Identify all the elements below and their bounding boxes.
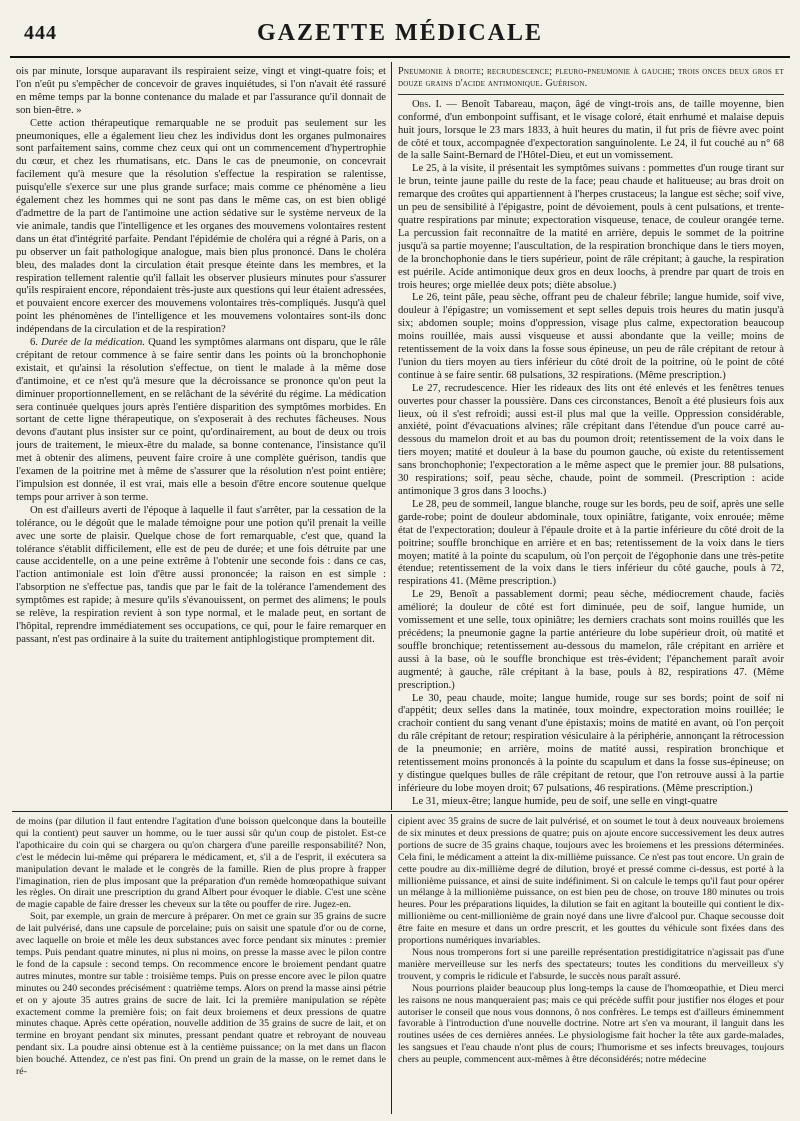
observation-paragraph [398,99,784,164]
paragraph: Le 26, teint pâle, peau sèche, offrant peu de chaleur fébrile; langue humide, soif vive, douleur à l'épigastre; un vomissement et sept selles depuis trois heures du matin jusqu'à six; abdomen souple; moins d'oppression, visage plus calme, expectoration beaucoup moins rouillée, mais aussi visqueuse et aussi abondante que la veille; moins de retentissement de la voix dans la fosse sous épineuse, un peu de râle crépitant de retour à l'union du tiers moyen au tiers inférieur du côté droit de la poitrine, où le point de côté continue à se faire sentir. 68 pulsations, 32 respirations. (Même prescription.) [398,292,784,381]
paragraph: Le 30, peau chaude, moite; langue humide, rouge sur ses bords; point de soif ni d'appétit; deux selles dans la matinée, toux moindre, expectoration moins rouillée; le crachoir contient du sang venant d'une épistaxis; moins de matité en avant, où l'on perçoit du râle crépitant de retour; respiration vésiculaire à la périphérie, annonçant la rétrocession de la pneumonie; en arrière, moins de matité aussi, respiration bronchique et retentissement moins prononcés à la pointe du scapulum et dans la fosse sus-épineuse; on y distingue quelques bulles de râle crépitant de retour, que l'on retrouve aussi à la partie inférieure du lobe moyen droit; 67 pulsations, 46 respirations. (Même prescription.) [398,692,784,794]
observation-label: Obs. I. [412,98,442,110]
feuilleton-divider [12,811,788,812]
section-number: 6. [30,337,38,349]
section-paragraph [16,337,386,505]
paragraph: On est d'ailleurs averti de l'époque à laquelle il faut s'arrêter, par la cessation de la tolérance, ou le dégoût que le malade témoigne pour une potion qu'il prenait la veille avec une sorte de plaisir. Quelque chose de fort remarquable, c'est que, quand la tolérance s'établit difficilement, elle est de peu de durée; et une fois détruite par une cause accidentelle, on a une peine extrême à l'obtenir une seconde fois : dans ce cas, l'action antimoniale est loin d'être aussi prononcée; la raison en est simple : l'absorption ne s'effectue pas, tandis que par le fait de la tolérance l'amendement des symptômes est rapide; à mesure qu'ils s'évanouissent, on permet des alimens; le pouls se relève, la respiration revient à son type normal, et le malade peut, en sortant de l'hôpital, reprendre immédiatement ses occupations, ce qui, pour le faire remarquer en passant, n'est pas ordinaire à la suite du traitement antiphlogistique promptement dit. [16,504,386,645]
paragraph: Nous nous tromperons fort si une pareille représentation prestidigitatrice n'agissait pas d'une manière merveilleuse sur les nerfs des spectateurs; toutes les conditions du merveilleux s'y trouvent, y compris le ridicule et l'absurde, le succès nous paraît assuré. [398,946,784,982]
left-column [16,66,386,806]
paragraph: Le 28, peu de sommeil, langue blanche, rouge sur les bords, peu de soif, après une selle garde-robe; point de douleur abdominale, toux opiniâtre, fatigante, voix enrouée; même état de l'expectoration; douleur à l'épaule droite et à la partie inférieure du côté droit de la poitrine; souffle bronchique en arrière et en bas; retentissement de la voix dans le tiers moyen; matité à la pointe du scapulum, où l'on perçoit de l'égophonie dans une très-petite étendue; retentissement de la voix dans le tiers inférieur du côté gauche, pouls à 72, respirations 41. (Même prescription.) [398,498,784,588]
paragraph: Le 25, à la visite, il présentait les symptômes suivans : pommettes d'un rouge tirant sur le brun, teinte jaune paille du reste de la face; peau chaude et halitueuse; au bras droit on remarque des croûtes qui appartiennent à l'herpes crustaceus; la langue est sèche; soif vive, un peu de sensibilité à l'épigastre, point de dévoiement, pouls à cent pulsations, et trente-quatre respirations par minute; expectoration visqueuse, tenace, de couleur orangée terne. La percussion fait reconnaître de la matité en arrière, depuis le sommet de la poitrine jusqu'à sa partie moyenne; l'auscultation, de la respiration bronchique dans le tiers moyen, de la bronchophonie dans le tiers supérieur, point de râle crépitant; à gauche, la respiration est puérile. Acide antimonique deux gros en deux loochs, à prendre par quart de trois en trois heures; orge miellée deux pots; diète absolue.) [398,163,784,291]
column-divider-bottom [391,814,392,1114]
feuilleton-left-column [16,816,386,1114]
journal-title: GAZETTE MÉDICALE [256,20,544,46]
paragraph: Nous pourrions plaider beaucoup plus long-temps la cause de l'homœopathie, et Dieu merci les raisons ne nous manqueraient pas; mais ce qui précède suffit pour justifier nos éloges et pour autoriser le conseil que nous vous donnons, ô nos confrères. Le temps est d'ailleurs éminemment favorable à l'introduction d'une nouvelle doctrine. Notre art s'en va mourant, il languit dans les routines usées de ces dernières années. Le physiologisme fait hocher la tête aux garde-malades, les sangsues et l'eau chaude n'ont plus de cours; l'humorisme et ses infects breuvages, toujours chers au peuple, commencent aux-mêmes à être déconsidérés; notre médecine [398,982,784,1066]
paragraph: Le 31, mieux-être; langue humide, peu de soif, une selle en vingt-quatre [412,795,718,806]
paragraph: Soit, par exemple, un grain de mercure à préparer. On met ce grain sur 35 grains de sucre de lait pulvérisé, dans une capsule de porcelaine; puis on saisit une spatule d'or ou de corne, avec laquelle on broie et mêle les deux substances avec force pendant six minutes : premier temps. Puis pendant quatre minutes, ni plus ni moins, on presse la masse avec le pilon contre le fond de la capsule : second temps. On recommence encore le broiement pendant quatre autres minutes, montre sur table : troisième temps. Puis on presse encore avec le pilon quatre minutes ou 240 secondes précisément : quatrième temps. Alors on prend la masse ainsi pétrie et on y ajoute 35 autres grains de sucre de lait. Ici la première manipulation se répète exactement comme la première fois; on fait deux broiemens et deux pressions de quatre minutes chaque. Après cette opération, nouvelle addition de 35 grains de sucre de lait, et on termine en broyant pendant six minutes, pressant pendant quatre et rebroyant de nouveau pendant six. La poudre ainsi obtenue est à la centième puissance; on la met dans un flacon bien bouché. Attendez, ce n'est pas fini. On prend un grain de la masse, on le remet dans le ré- [16,911,386,1078]
case-title: Pneumonie à droite; recrudescence; pleuro-pneumonie à gauche; trois onces deux gros et douze grains d'acide antimonique. Guérison. [398,66,784,95]
right-column [398,66,784,806]
feuilleton-right-column [398,816,784,1114]
column-divider-top [391,62,392,810]
paragraph: de moins (par dilution il faut entendre l'agitation d'une boisson quelconque dans la bouteille qui la contient) peut sauver un homme, ou le tuer aussi sûr qu'un coup de pistolet. Est-ce l'apothicaire du coin qui se chargera ou qu'on chargera d'une pareille responsabilité? Non, c'est le médecin lui-même qui préparera le médicament, et, s'il a de l'esprit, il exécutera sa manipulation devant le malade et le congrès de la famille. Rien de plus propre à frapper l'imagination, rien de plus imposant que la préparation d'un remède homœopathique suivant les règles. On dirait une prescription du grand Albert pour évoquer le diable. C'est une scène de magie capable de faire dresser les cheveux sur la tête ou pouffer de rire. Jugez-en. [16,816,386,911]
paragraph: Le 29, Benoît a passablement dormi; peau sèche, médiocrement chaude, faciès amélioré; la douleur de côté est fort diminuée, peu de soif, langue humide, un vomissement et une selle, toux opiniâtre; les derniers crachats sont moins rouillés que les précédens; la pneumonie gagne la partie antérieure du lobe supérieur droit, où matité et souffle bronchique; retentissement au-dessous du mamelon, râle crépitant en arrière et aussi à la base, où le souffle bronchique est très-évident; l'épanchement paraît avoir augmenté; à gauche, râle crépitant à la base, pouls à 82, respirations 47. (Même prescription.) [398,589,784,691]
section-text: Quand les symptômes alarmans ont disparu, que le râle crépitant de retour commence à se faire sentir dans les points où la bronchophonie existait, et qu'ainsi la résolution s'effectue, on tient le malade à la même dose d'antimoine, et ce n'est qu'à mesure que la décroissance se prononce qu'on peut la diminuer proportionnellement, en se relâchant de la sévérité du régime. La médication sera continuée quelques jours après l'entière disparition des symptômes morbides. En sortant de cette ligne thérapeutique, on s'exposerait à des rechutes fâcheuses. Nous devons d'autant plus insister sur ce point, qu'ordinairement, au bout de deux ou trois jours de traitement, le mieux-être du malade, sa bonne contenance, l'insistance qu'il met à obtenir des alimens, peuvent faire croire à une complète guérison, tandis que l'examen de la poitrine met à même de s'assurer que la résolution n'est point entière; l'impulsion est donnée, il est vrai, mais elle a besoin d'être encore soutenue quelque temps pour arriver à son terme. [16,337,386,503]
page-number: 444 [24,22,57,44]
observation-text: — Benoît Tabareau, maçon, âgé de vingt-trois ans, de taille moyenne, bien conformé, d'un embonpoint suffisant, et le visage coloré, était enrhumé et malaise depuis huit jours, lorsque le 23 mars 1833, à huit heures du matin, il fut pris de fièvre avec point de côté et toux, accompagnée d'expectoration sanguinolente. Le 24, il fut couché au n° 68 de la salle Saint-Bernard de l'Hôtel-Dieu, et eut un vomissement. [398,98,784,162]
section-title: Durée de la médication. [41,337,145,349]
paragraph: ois par minute, lorsque auparavant ils respiraient seize, vingt et vingt-quatre fois; et l'on n'eût pu s'empêcher de concevoir de graves inquiétudes, si l'on n'avait été rassuré en même temps par la bonne contenance du malade et par l'assurance qu'il donnait de son bien-être. » [16,66,386,116]
page-header [10,18,790,58]
paragraph: cipient avec 35 grains de sucre de lait pulvérisé, et on soumet le tout à deux nouveaux broiemens de six minutes et deux pressions de quatre; puis on ajoute encore successivement les deux autres portions de sucre de 35 grains chaque, toujours avec les broiemens et les pressions déterminées. Cela fini, le médicament a atteint la dix-millième puissance. Ce n'est pas tout encore. Un grain de cette poudre au dix-millième degré de dilution, broyé et pressé comme ci-dessus, est porté à la millionième puissance, et ainsi de suite indéfiniment. Si on calcule le temps qu'il faut pour opérer un mélange à la millionième puissance, on est bien peu de chose, on trouve 180 minutes ou trois heures. Pour les préparations liquides, la dilution se fait en agitant la bouteille qui contient le dix-millionième ou cent-millionième de grain noyé dans une livre d'alcool pur. Chaque secousse doit être faite en mesure et dans un ordre prescrit, et les gouttes du véhicule sont fixées dans des proportions numériques invariables. [398,816,784,947]
paragraph: Le 27, recrudescence. Hier les rideaux des lits ont été enlevés et les fenêtres tenues ouvertes pour chasser la poussière. Dans ces circonstances, Benoît a été plusieurs fois aux lieux, où il s'est refroidi; aussi est-il plus mal que la veille. Oppression considérable, anxiété, point d'évacuations alvines; râle crépitant dans l'étendue d'un pouce carré au-dessous du mamelon droit et au bas du poumon droit; retentissement de la voix dans le tiers moyen; matité et douleur à la base du poumon gauche, où existe du retentissement sans bronchophonie; l'expectoration a le même aspect que le premier jour. 88 pulsations, 30 respirations; soif, peau sèche, chaude, point de sommeil. (Prescription : acide antimonique 3 gros dans 3 loochs.) [398,382,784,497]
paragraph: Cette action thérapeutique remarquable ne se produit pas seulement sur les pneumoniques, elle a également lieu chez les individus dont les organes pulmonaires sont parfaitement sains, comme chez ceux qui ont un commencement d'hypertrophie du cœur, et chez les rhumatisans, etc. Dans le cas de pneumonie, on concevrait facilement qu'à mesure que la résolution s'effectue la respiration se ralentisse, puisqu'elle s'exerce sur une plus grande surface; mais comme ce phénomène a lieu également chez les hommes qui ne sont pas dans le même cas, on est bien obligé d'admettre de la part de l'antimoine une action sédative sur le système nerveux de la vie animale, tandis que l'intelligence et les organes des mouvemens volontaires restent dans un état d'intégrité parfaite. Pendant l'épidémie de choléra qui a régné à Paris, on a pu observer un fait pathologique analogue, mais bien plus prononcé. Dans le choléra bleu, des malades dont la circulation était presque éteinte dans les membres, et la respiration tellement ralentie qu'il fallait les observer plusieurs minutes pour s'assurer qu'ils respiraient encore, répondaient très-juste aux questions qui leur étaient adressées, et pouvaient encore exercer des mouvemens volontaires très-compliqués. Jusqu'à quel point les phénomènes de l'intelligence et les mouvemens volontaires sont-ils donc indépendans de la circulation et de la respiration? [16,117,386,336]
